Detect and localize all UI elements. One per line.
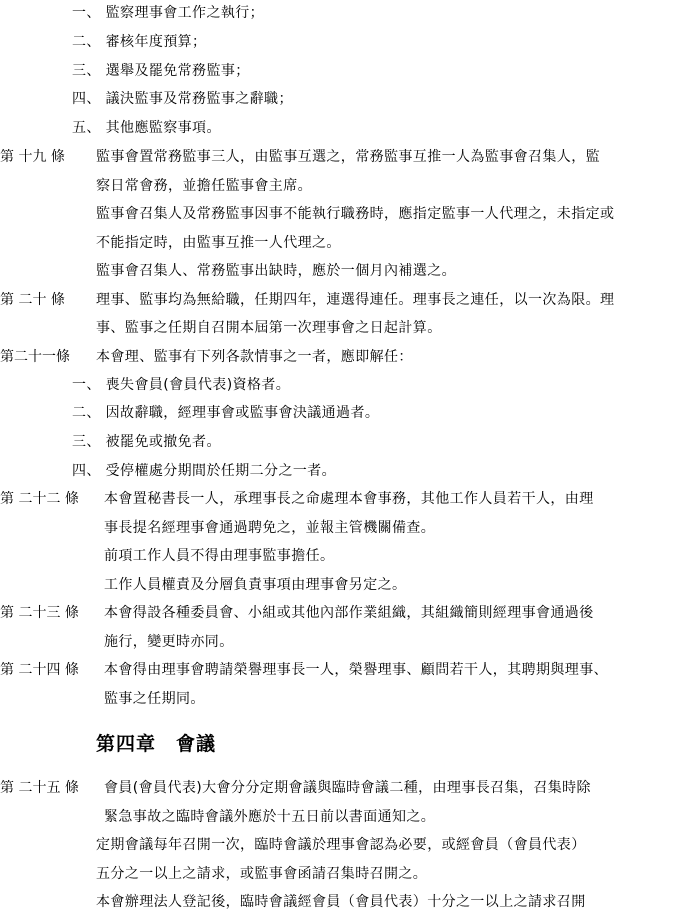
article-25-text: 本會辦理法人登記後，臨時會議經會員（會員代表）十分之一以上之請求召開 <box>96 894 586 910</box>
article-21-text: 本會理、監事有下列各款情事之一者，應即解任： <box>96 349 413 365</box>
article-19-label: 第 十九 條 <box>0 149 65 165</box>
article-19-text: 察日常會務，並擔任監事會主席。 <box>96 178 312 194</box>
article-23-label: 第 二十三 條 <box>0 605 79 621</box>
article-25-text: 定期會議每年召開一次，臨時會議於理事會認為必要，或經會員（會員代表） <box>96 837 586 853</box>
article-23-text: 施行，變更時亦同。 <box>104 634 234 650</box>
list-item: 四、 議決監事及常務監事之辭職； <box>72 91 293 107</box>
list-item: 二、 審核年度預算； <box>72 34 207 50</box>
article-20-label: 第 二十 條 <box>0 292 65 308</box>
list-item: 一、 監察理事會工作之執行； <box>72 5 265 21</box>
article-25-text: 會員(會員代表)大會分分定期會議與臨時會議二種，由理事長召集，召集時除 <box>104 780 591 796</box>
list-item: 三、 選舉及罷免常務監事； <box>72 63 250 79</box>
article-22-label: 第 二十二 條 <box>0 491 79 507</box>
article-19-text: 不能指定時，由監事互推一人代理之。 <box>96 235 341 251</box>
article-19-text: 監事會召集人及常務監事因事不能執行職務時，應指定監事一人代理之，未指定或 <box>96 206 615 222</box>
list-item: 一、 喪失會員(會員代表)資格者。 <box>72 377 291 393</box>
article-24-text: 監事之任期同。 <box>104 691 205 707</box>
article-25-text: 五分之一以上之請求，或監事會函請召集時召開之。 <box>96 866 428 882</box>
article-23-text: 本會得設各種委員會、小組或其他內部作業組織，其組織簡則經理事會通過後 <box>104 605 594 621</box>
article-24-text: 本會得由理事會聘請榮譽理事長一人，榮譽理事、顧問若干人，其聘期與理事、 <box>104 662 608 678</box>
article-22-text: 事長提名經理事會通過聘免之，並報主管機關備查。 <box>104 520 436 536</box>
list-item: 五、 其他應監察事項。 <box>72 120 221 136</box>
list-item: 二、 因故辭職，經理事會或監事會決議通過者。 <box>72 405 380 421</box>
chapter-heading: 第四章 會議 <box>96 733 217 755</box>
list-item: 四、 受停權處分期間於任期二分之一者。 <box>72 463 337 479</box>
article-19-text: 監事會召集人、常務監事出缺時，應於一個月內補選之。 <box>96 263 456 279</box>
article-19-text: 監事會置常務監事三人，由監事互選之，常務監事互推一人為監事會召集人，監 <box>96 149 600 165</box>
article-22-text: 工作人員權責及分層負責事項由理事會另定之。 <box>104 577 407 593</box>
article-22-text: 前項工作人員不得由理事監事擔任。 <box>104 548 335 564</box>
article-25-label: 第 二十五 條 <box>0 780 79 796</box>
list-item: 三、 被罷免或撤免者。 <box>72 434 221 450</box>
article-20-text: 事、監事之任期自召開本屆第一次理事會之日起計算。 <box>96 320 442 336</box>
article-20-text: 理事、監事均為無給職，任期四年，連選得連任。理事長之連任，以一次為限。理 <box>96 292 615 308</box>
article-24-label: 第 二十四 條 <box>0 662 79 678</box>
article-25-text: 緊急事故之臨時會議外應於十五日前以書面通知之。 <box>104 809 436 825</box>
article-22-text: 本會置秘書長一人，承理事長之命處理本會事務，其他工作人員若干人，由理 <box>104 491 594 507</box>
article-21-label: 第二十一條 <box>0 349 70 365</box>
